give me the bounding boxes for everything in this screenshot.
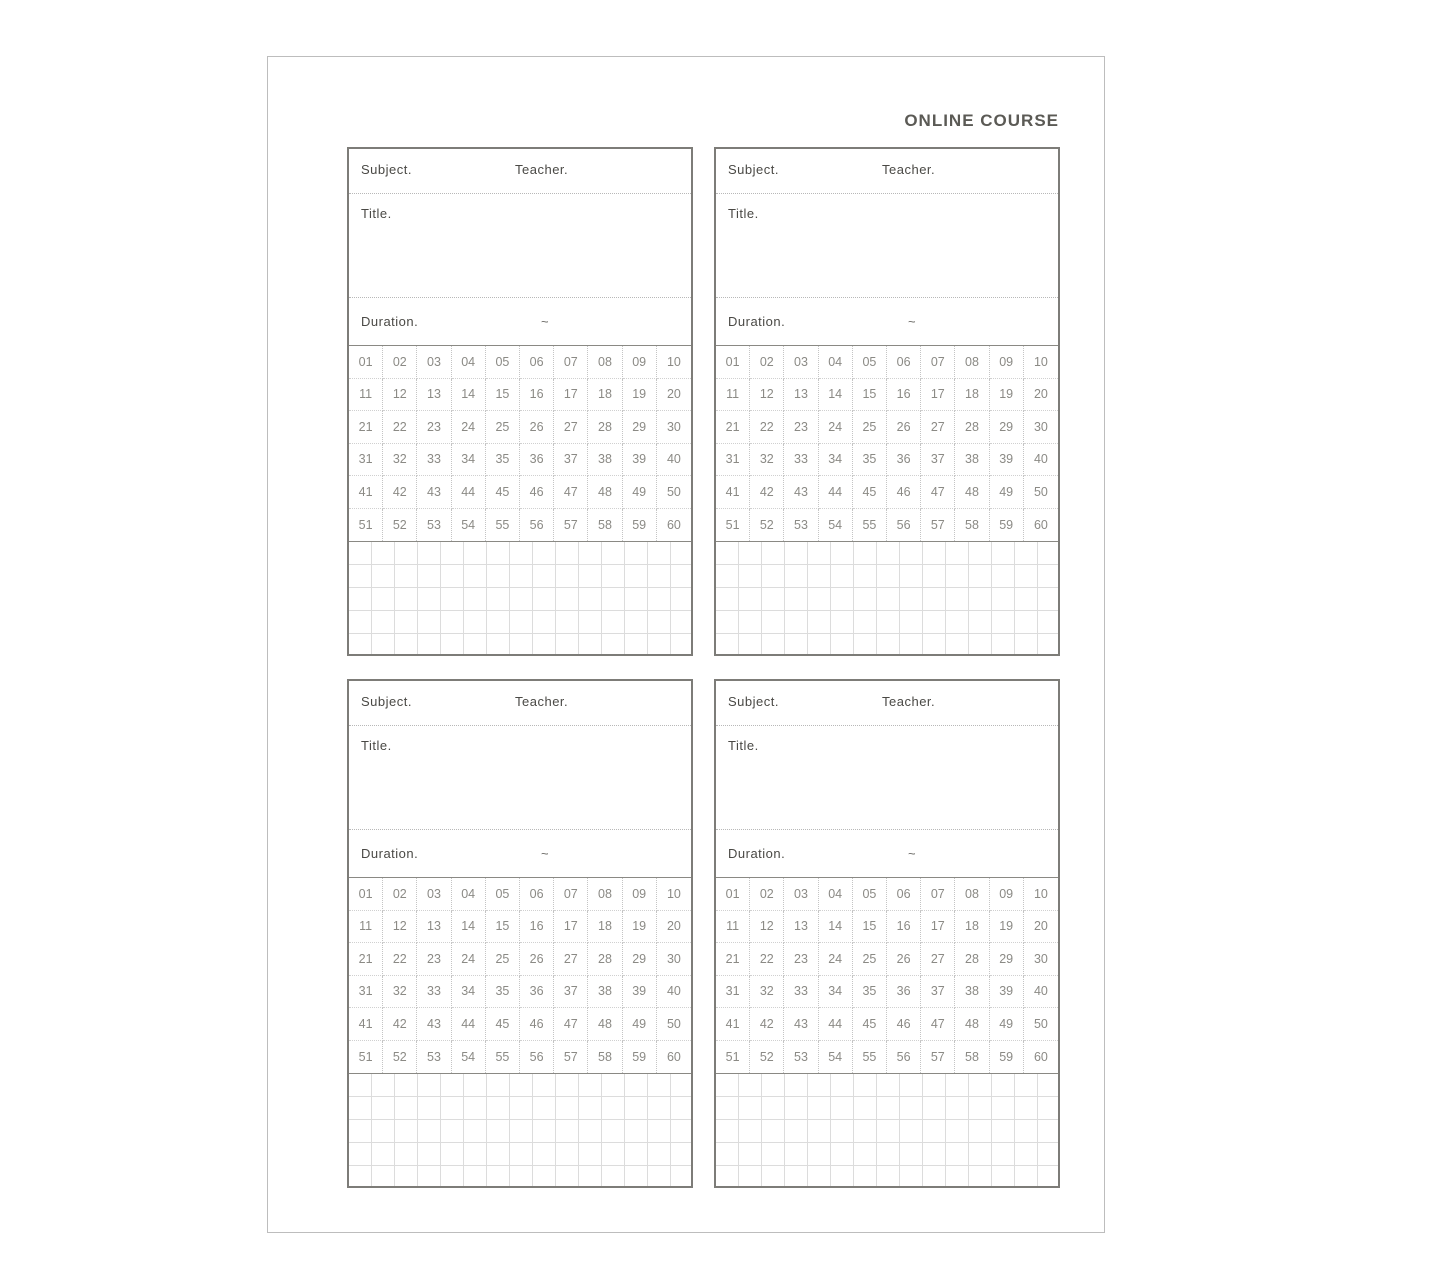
session-number-cell[interactable]: 46 bbox=[887, 1008, 921, 1041]
session-number-cell[interactable]: 15 bbox=[486, 911, 520, 944]
session-number-cell[interactable]: 39 bbox=[623, 976, 657, 1009]
session-number-cell[interactable]: 33 bbox=[417, 976, 451, 1009]
session-number-cell[interactable]: 34 bbox=[452, 444, 486, 477]
teacher-label: Teacher. bbox=[515, 162, 569, 177]
session-number-cell[interactable]: 15 bbox=[853, 911, 887, 944]
session-number-cell[interactable]: 21 bbox=[349, 943, 383, 976]
session-number-cell[interactable]: 01 bbox=[716, 878, 750, 911]
session-number-cell[interactable]: 21 bbox=[716, 411, 750, 444]
session-number-cell[interactable]: 18 bbox=[955, 379, 989, 412]
session-number-cell[interactable]: 16 bbox=[520, 379, 554, 412]
session-number-cell[interactable]: 22 bbox=[383, 943, 417, 976]
session-number-cell[interactable]: 49 bbox=[623, 476, 657, 509]
session-number-cell[interactable]: 42 bbox=[383, 476, 417, 509]
session-number-cell[interactable]: 26 bbox=[520, 411, 554, 444]
session-number-cell[interactable]: 25 bbox=[486, 411, 520, 444]
session-number-cell[interactable]: 56 bbox=[887, 1041, 921, 1074]
session-number-cell[interactable]: 07 bbox=[921, 878, 955, 911]
session-number-cell[interactable]: 03 bbox=[784, 346, 818, 379]
session-number-cell[interactable]: 14 bbox=[452, 379, 486, 412]
session-number-cell[interactable]: 34 bbox=[819, 444, 853, 477]
session-number-cell[interactable]: 53 bbox=[417, 509, 451, 542]
session-number-cell[interactable]: 16 bbox=[887, 379, 921, 412]
session-number-cell[interactable]: 07 bbox=[554, 346, 588, 379]
session-number-cell[interactable]: 40 bbox=[657, 976, 691, 1009]
session-number-cell[interactable]: 28 bbox=[955, 943, 989, 976]
session-number-cell[interactable]: 34 bbox=[819, 976, 853, 1009]
session-number-cell[interactable]: 09 bbox=[623, 878, 657, 911]
session-number-cell[interactable]: 14 bbox=[819, 379, 853, 412]
session-number-cell[interactable]: 17 bbox=[554, 379, 588, 412]
session-number-grid bbox=[716, 878, 1058, 1074]
session-number-cell[interactable]: 45 bbox=[486, 476, 520, 509]
session-number-cell[interactable]: 20 bbox=[657, 379, 691, 412]
session-number-cell[interactable]: 36 bbox=[520, 444, 554, 477]
session-number-cell[interactable]: 06 bbox=[887, 346, 921, 379]
session-number-cell[interactable]: 46 bbox=[520, 476, 554, 509]
course-card-2 bbox=[714, 147, 1060, 656]
session-number-cell[interactable]: 18 bbox=[588, 911, 622, 944]
session-number-cell[interactable]: 27 bbox=[554, 411, 588, 444]
session-number-cell[interactable]: 46 bbox=[520, 1008, 554, 1041]
session-number-cell[interactable]: 19 bbox=[990, 379, 1024, 412]
session-number-cell[interactable]: 48 bbox=[955, 476, 989, 509]
session-number-cell[interactable]: 29 bbox=[990, 943, 1024, 976]
session-number-cell[interactable]: 02 bbox=[383, 878, 417, 911]
title-label: Title. bbox=[728, 206, 759, 221]
notes-grid[interactable] bbox=[716, 1074, 1058, 1186]
session-number-cell[interactable]: 11 bbox=[349, 911, 383, 944]
session-number-cell[interactable]: 04 bbox=[819, 346, 853, 379]
session-number-cell[interactable]: 56 bbox=[887, 509, 921, 542]
session-number-cell[interactable]: 33 bbox=[417, 444, 451, 477]
session-number-cell[interactable]: 51 bbox=[349, 1041, 383, 1074]
session-number-cell[interactable]: 35 bbox=[853, 976, 887, 1009]
session-number-cell[interactable]: 48 bbox=[955, 1008, 989, 1041]
session-number-cell[interactable]: 57 bbox=[921, 1041, 955, 1074]
session-number-cell[interactable]: 51 bbox=[716, 509, 750, 542]
session-number-cell[interactable]: 40 bbox=[1024, 444, 1058, 477]
session-number-cell[interactable]: 29 bbox=[990, 411, 1024, 444]
session-number-cell[interactable]: 02 bbox=[750, 346, 784, 379]
session-number-cell[interactable]: 06 bbox=[520, 346, 554, 379]
teacher-label: Teacher. bbox=[882, 162, 936, 177]
duration-label: Duration. bbox=[361, 314, 419, 329]
session-number-cell[interactable]: 58 bbox=[588, 509, 622, 542]
session-number-cell[interactable]: 30 bbox=[657, 411, 691, 444]
session-number-cell[interactable]: 09 bbox=[990, 878, 1024, 911]
session-number-cell[interactable]: 19 bbox=[990, 911, 1024, 944]
session-number-cell[interactable]: 60 bbox=[1033, 1049, 1048, 1064]
session-number-cell[interactable]: 05 bbox=[853, 346, 887, 379]
session-number-cell[interactable]: 07 bbox=[921, 346, 955, 379]
title-label: Title. bbox=[361, 738, 392, 753]
session-number-cell[interactable]: 06 bbox=[520, 878, 554, 911]
title-label: Title. bbox=[361, 206, 392, 221]
session-number-cell[interactable]: 53 bbox=[784, 509, 818, 542]
session-number-cell[interactable]: 45 bbox=[853, 1008, 887, 1041]
session-number-cell[interactable]: 12 bbox=[383, 379, 417, 412]
duration-row[interactable] bbox=[349, 830, 691, 878]
session-number-cell[interactable]: 10 bbox=[657, 878, 691, 911]
session-number-cell[interactable]: 43 bbox=[784, 1008, 818, 1041]
subject-label: Subject. bbox=[728, 162, 779, 177]
duration-row[interactable] bbox=[716, 830, 1058, 878]
session-number-cell[interactable]: 53 bbox=[784, 1041, 818, 1074]
session-number-cell[interactable]: 60 bbox=[666, 517, 681, 532]
session-number-cell[interactable]: 10 bbox=[657, 346, 691, 379]
session-number-cell[interactable]: 22 bbox=[383, 411, 417, 444]
session-number-cell[interactable]: 55 bbox=[853, 509, 887, 542]
session-number-cell[interactable]: 37 bbox=[554, 976, 588, 1009]
session-number-cell[interactable]: 42 bbox=[383, 1008, 417, 1041]
duration-label: Duration. bbox=[361, 846, 419, 861]
course-card-1 bbox=[347, 147, 693, 656]
session-number-cell[interactable]: 26 bbox=[887, 943, 921, 976]
session-number-cell[interactable]: 44 bbox=[452, 476, 486, 509]
session-number-cell[interactable]: 07 bbox=[554, 878, 588, 911]
session-number-cell[interactable]: 32 bbox=[750, 444, 784, 477]
session-number-cell[interactable]: 37 bbox=[921, 444, 955, 477]
session-number-cell[interactable]: 11 bbox=[349, 379, 383, 412]
session-number-cell[interactable]: 13 bbox=[784, 379, 818, 412]
session-number-cell[interactable]: 53 bbox=[417, 1041, 451, 1074]
session-number-cell[interactable]: 45 bbox=[853, 476, 887, 509]
session-number-cell[interactable]: 01 bbox=[716, 346, 750, 379]
session-number-cell[interactable]: 17 bbox=[921, 911, 955, 944]
session-number-cell[interactable]: 27 bbox=[921, 411, 955, 444]
session-number-cell[interactable]: 59 bbox=[990, 1041, 1024, 1074]
session-number-cell[interactable]: 30 bbox=[657, 943, 691, 976]
session-number-cell[interactable]: 03 bbox=[784, 878, 818, 911]
session-number-cell[interactable]: 02 bbox=[750, 878, 784, 911]
session-number-cell[interactable]: 28 bbox=[955, 411, 989, 444]
session-number-cell[interactable]: 38 bbox=[955, 444, 989, 477]
duration-separator: ~ bbox=[541, 314, 550, 329]
session-number-cell[interactable]: 58 bbox=[955, 509, 989, 542]
session-number-cell[interactable]: 50 bbox=[1024, 476, 1058, 509]
session-number-cell[interactable]: 17 bbox=[554, 911, 588, 944]
session-number-cell[interactable]: 19 bbox=[623, 911, 657, 944]
session-number-cell[interactable]: 38 bbox=[955, 976, 989, 1009]
session-number-cell[interactable]: 49 bbox=[623, 1008, 657, 1041]
session-number-cell[interactable]: 38 bbox=[588, 444, 622, 477]
session-number-grid bbox=[349, 346, 691, 542]
session-number-cell[interactable]: 11 bbox=[716, 911, 750, 944]
subject-teacher-row[interactable] bbox=[349, 149, 691, 194]
session-number-cell[interactable]: 52 bbox=[383, 1041, 417, 1074]
session-number-cell[interactable]: 13 bbox=[784, 911, 818, 944]
session-number-cell[interactable]: 18 bbox=[955, 911, 989, 944]
session-number-cell[interactable]: 59 bbox=[623, 509, 657, 542]
session-number-cell[interactable]: 38 bbox=[588, 976, 622, 1009]
session-number-cell[interactable]: 32 bbox=[383, 444, 417, 477]
session-number-cell[interactable]: 58 bbox=[955, 1041, 989, 1074]
session-number-cell[interactable]: 04 bbox=[452, 878, 486, 911]
session-number-cell[interactable]: 19 bbox=[623, 379, 657, 412]
session-number-cell[interactable]: 43 bbox=[417, 1008, 451, 1041]
session-number-cell[interactable]: 03 bbox=[417, 346, 451, 379]
session-number-cell[interactable]: 52 bbox=[750, 1041, 784, 1074]
session-number-cell[interactable]: 11 bbox=[716, 379, 750, 412]
session-number-cell[interactable]: 56 bbox=[520, 1041, 554, 1074]
session-number-cell[interactable]: 09 bbox=[623, 346, 657, 379]
session-number-cell[interactable]: 26 bbox=[887, 411, 921, 444]
title-field[interactable] bbox=[349, 194, 691, 298]
session-number-cell[interactable]: 20 bbox=[1024, 911, 1058, 944]
session-number-cell[interactable]: 16 bbox=[887, 911, 921, 944]
session-number-cell[interactable]: 54 bbox=[452, 1041, 486, 1074]
session-number-cell[interactable]: 28 bbox=[588, 943, 622, 976]
title-field[interactable] bbox=[716, 194, 1058, 298]
session-number-cell[interactable]: 31 bbox=[716, 976, 750, 1009]
session-number-cell[interactable]: 57 bbox=[921, 509, 955, 542]
session-number-cell[interactable]: 04 bbox=[452, 346, 486, 379]
session-number-cell[interactable]: 12 bbox=[383, 911, 417, 944]
session-number-cell[interactable]: 51 bbox=[716, 1041, 750, 1074]
session-number-cell[interactable]: 41 bbox=[349, 476, 383, 509]
session-number-cell[interactable]: 57 bbox=[554, 509, 588, 542]
session-number-cell[interactable]: 39 bbox=[990, 976, 1024, 1009]
notes-grid[interactable] bbox=[349, 1074, 691, 1186]
session-number-cell[interactable]: 55 bbox=[486, 1041, 520, 1074]
session-number-cell[interactable]: 39 bbox=[623, 444, 657, 477]
session-number-cell[interactable]: 28 bbox=[588, 411, 622, 444]
session-number-cell[interactable]: 05 bbox=[853, 878, 887, 911]
session-number-cell[interactable]: 41 bbox=[716, 476, 750, 509]
session-number-cell[interactable]: 54 bbox=[819, 1041, 853, 1074]
title-field[interactable] bbox=[716, 726, 1058, 830]
notes-grid[interactable] bbox=[716, 542, 1058, 654]
session-number-cell[interactable]: 55 bbox=[486, 509, 520, 542]
duration-separator: ~ bbox=[908, 846, 917, 861]
session-number-cell[interactable]: 47 bbox=[554, 476, 588, 509]
session-number-cell[interactable]: 15 bbox=[853, 379, 887, 412]
session-number-cell[interactable]: 59 bbox=[990, 509, 1024, 542]
session-number-cell[interactable]: 24 bbox=[452, 411, 486, 444]
title-field[interactable] bbox=[349, 726, 691, 830]
session-number-cell[interactable]: 40 bbox=[1024, 976, 1058, 1009]
session-number-cell[interactable]: 16 bbox=[520, 911, 554, 944]
session-number-cell[interactable]: 05 bbox=[486, 878, 520, 911]
session-number-cell[interactable]: 10 bbox=[1024, 878, 1058, 911]
session-number-cell[interactable]: 57 bbox=[554, 1041, 588, 1074]
session-number-cell[interactable]: 50 bbox=[1024, 1008, 1058, 1041]
session-number-cell[interactable]: 40 bbox=[657, 444, 691, 477]
session-number-cell[interactable]: 36 bbox=[887, 976, 921, 1009]
session-number-cell[interactable]: 17 bbox=[921, 379, 955, 412]
session-number-cell[interactable]: 47 bbox=[921, 476, 955, 509]
session-number-cell[interactable]: 02 bbox=[383, 346, 417, 379]
session-number-cell[interactable]: 22 bbox=[750, 943, 784, 976]
session-number-cell[interactable]: 60 bbox=[666, 1049, 681, 1064]
duration-label: Duration. bbox=[728, 314, 786, 329]
session-number-cell[interactable]: 08 bbox=[955, 346, 989, 379]
session-number-cell[interactable]: 23 bbox=[417, 411, 451, 444]
session-number-cell[interactable]: 30 bbox=[1024, 411, 1058, 444]
subject-teacher-row[interactable] bbox=[349, 681, 691, 726]
session-number-cell[interactable]: 45 bbox=[486, 1008, 520, 1041]
session-number-cell[interactable]: 23 bbox=[784, 411, 818, 444]
session-number-cell[interactable]: 43 bbox=[417, 476, 451, 509]
session-number-cell[interactable]: 20 bbox=[657, 911, 691, 944]
session-number-cell[interactable]: 24 bbox=[819, 943, 853, 976]
session-number-cell[interactable]: 35 bbox=[486, 976, 520, 1009]
session-number-cell[interactable]: 27 bbox=[554, 943, 588, 976]
duration-row[interactable] bbox=[716, 298, 1058, 346]
session-number-cell[interactable]: 26 bbox=[520, 943, 554, 976]
session-number-cell[interactable]: 47 bbox=[554, 1008, 588, 1041]
session-number-grid bbox=[716, 346, 1058, 542]
teacher-label: Teacher. bbox=[515, 694, 569, 709]
duration-separator: ~ bbox=[541, 846, 550, 861]
session-number-cell[interactable]: 14 bbox=[819, 911, 853, 944]
session-number-cell[interactable]: 32 bbox=[750, 976, 784, 1009]
session-number-cell[interactable]: 55 bbox=[853, 1041, 887, 1074]
session-number-cell[interactable]: 31 bbox=[716, 444, 750, 477]
subject-teacher-row[interactable] bbox=[716, 149, 1058, 194]
session-number-cell[interactable]: 13 bbox=[417, 379, 451, 412]
session-number-cell[interactable]: 52 bbox=[383, 509, 417, 542]
session-number-cell[interactable]: 08 bbox=[588, 878, 622, 911]
subject-label: Subject. bbox=[361, 694, 412, 709]
duration-separator: ~ bbox=[908, 314, 917, 329]
session-number-cell[interactable]: 29 bbox=[623, 411, 657, 444]
session-number-cell[interactable]: 31 bbox=[349, 444, 383, 477]
session-number-cell[interactable]: 24 bbox=[452, 943, 486, 976]
session-number-cell[interactable]: 33 bbox=[784, 976, 818, 1009]
session-number-cell[interactable]: 34 bbox=[452, 976, 486, 1009]
session-number-cell[interactable]: 08 bbox=[588, 346, 622, 379]
duration-label: Duration. bbox=[728, 846, 786, 861]
teacher-label: Teacher. bbox=[882, 694, 936, 709]
session-number-cell[interactable]: 54 bbox=[452, 509, 486, 542]
session-number-cell[interactable]: 36 bbox=[520, 976, 554, 1009]
session-number-cell[interactable]: 37 bbox=[921, 976, 955, 1009]
session-number-cell[interactable]: 49 bbox=[990, 1008, 1024, 1041]
title-label: Title. bbox=[728, 738, 759, 753]
session-number-cell[interactable]: 44 bbox=[819, 476, 853, 509]
session-number-cell[interactable]: 49 bbox=[990, 476, 1024, 509]
session-number-cell[interactable]: 01 bbox=[349, 346, 383, 379]
session-number-cell[interactable]: 23 bbox=[784, 943, 818, 976]
session-number-cell[interactable]: 51 bbox=[349, 509, 383, 542]
session-number-cell[interactable]: 12 bbox=[750, 911, 784, 944]
session-number-cell[interactable]: 47 bbox=[921, 1008, 955, 1041]
session-number-cell[interactable]: 36 bbox=[887, 444, 921, 477]
session-number-cell[interactable]: 35 bbox=[486, 444, 520, 477]
subject-label: Subject. bbox=[728, 694, 779, 709]
session-number-cell[interactable]: 22 bbox=[750, 411, 784, 444]
session-number-cell[interactable]: 29 bbox=[623, 943, 657, 976]
session-number-cell[interactable]: 41 bbox=[349, 1008, 383, 1041]
session-number-cell[interactable]: 30 bbox=[1024, 943, 1058, 976]
session-number-cell[interactable]: 39 bbox=[990, 444, 1024, 477]
duration-row[interactable] bbox=[349, 298, 691, 346]
session-number-cell[interactable]: 08 bbox=[955, 878, 989, 911]
session-number-cell[interactable]: 14 bbox=[452, 911, 486, 944]
session-number-cell[interactable]: 48 bbox=[588, 476, 622, 509]
session-number-cell[interactable]: 32 bbox=[383, 976, 417, 1009]
session-number-cell[interactable]: 03 bbox=[417, 878, 451, 911]
session-number-cell[interactable]: 25 bbox=[486, 943, 520, 976]
session-number-cell[interactable]: 24 bbox=[819, 411, 853, 444]
session-number-cell[interactable]: 12 bbox=[750, 379, 784, 412]
session-number-cell[interactable]: 15 bbox=[486, 379, 520, 412]
session-number-cell[interactable]: 33 bbox=[784, 444, 818, 477]
page-title: ONLINE COURSE bbox=[904, 111, 1059, 130]
session-number-cell[interactable]: 52 bbox=[750, 509, 784, 542]
session-number-cell[interactable]: 58 bbox=[588, 1041, 622, 1074]
session-number-cell[interactable]: 50 bbox=[657, 476, 691, 509]
session-number-cell[interactable]: 48 bbox=[588, 1008, 622, 1041]
session-number-cell[interactable]: 46 bbox=[887, 476, 921, 509]
session-number-cell[interactable]: 01 bbox=[349, 878, 383, 911]
session-number-cell[interactable]: 25 bbox=[853, 943, 887, 976]
session-number-cell[interactable]: 25 bbox=[853, 411, 887, 444]
session-number-cell[interactable]: 59 bbox=[623, 1041, 657, 1074]
session-number-cell[interactable]: 37 bbox=[554, 444, 588, 477]
session-number-cell[interactable]: 21 bbox=[349, 411, 383, 444]
session-number-cell[interactable]: 13 bbox=[417, 911, 451, 944]
session-number-cell[interactable]: 54 bbox=[819, 509, 853, 542]
session-number-cell[interactable]: 27 bbox=[921, 943, 955, 976]
subject-teacher-row[interactable] bbox=[716, 681, 1058, 726]
session-number-cell[interactable]: 42 bbox=[750, 1008, 784, 1041]
session-number-cell[interactable]: 44 bbox=[819, 1008, 853, 1041]
session-number-cell[interactable]: 18 bbox=[588, 379, 622, 412]
session-number-cell[interactable]: 50 bbox=[657, 1008, 691, 1041]
session-number-cell[interactable]: 41 bbox=[716, 1008, 750, 1041]
session-number-cell[interactable]: 06 bbox=[887, 878, 921, 911]
notes-grid[interactable] bbox=[349, 542, 691, 654]
session-number-cell[interactable]: 04 bbox=[819, 878, 853, 911]
session-number-cell[interactable]: 42 bbox=[750, 476, 784, 509]
session-number-cell[interactable]: 56 bbox=[520, 509, 554, 542]
course-card-4 bbox=[714, 679, 1060, 1188]
session-number-cell[interactable]: 05 bbox=[486, 346, 520, 379]
course-card-3 bbox=[347, 679, 693, 1188]
session-number-cell[interactable]: 20 bbox=[1024, 379, 1058, 412]
session-number-cell[interactable]: 31 bbox=[349, 976, 383, 1009]
session-number-cell[interactable]: 09 bbox=[990, 346, 1024, 379]
session-number-cell[interactable]: 60 bbox=[1033, 517, 1048, 532]
session-number-cell[interactable]: 35 bbox=[853, 444, 887, 477]
subject-label: Subject. bbox=[361, 162, 412, 177]
session-number-cell[interactable]: 44 bbox=[452, 1008, 486, 1041]
session-number-cell[interactable]: 10 bbox=[1024, 346, 1058, 379]
session-number-cell[interactable]: 21 bbox=[716, 943, 750, 976]
session-number-grid bbox=[349, 878, 691, 1074]
session-number-cell[interactable]: 23 bbox=[417, 943, 451, 976]
session-number-cell[interactable]: 43 bbox=[784, 476, 818, 509]
